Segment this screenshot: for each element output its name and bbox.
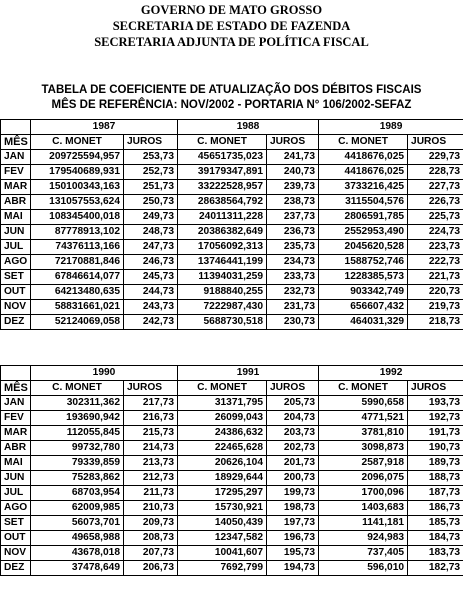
cmonet-value-cell: 67846614,077 [31, 270, 124, 285]
cmonet-value-cell: 3098,873 [319, 441, 408, 456]
juros-value-cell: 186,73 [408, 501, 463, 516]
juros-value-cell: 210,73 [124, 501, 178, 516]
cmonet-value-cell: 179540689,931 [31, 165, 124, 180]
juros-value-cell: 209,73 [124, 516, 178, 531]
juros-value-cell: 212,73 [124, 471, 178, 486]
cmonet-value-cell: 45651735,023 [178, 150, 267, 165]
cmonet-value-cell: 87778913,102 [31, 225, 124, 240]
juros-value-cell: 243,73 [124, 300, 178, 315]
juros-value-cell: 229,73 [408, 150, 463, 165]
month-cell: FEV [1, 411, 31, 426]
cmonet-value-cell: 2552953,490 [319, 225, 408, 240]
juros-value-cell: 218,73 [408, 315, 463, 330]
juros-value-cell: 216,73 [124, 411, 178, 426]
juros-value-cell: 198,73 [267, 501, 319, 516]
month-cell: AGO [1, 501, 31, 516]
juros-value-cell: 222,73 [408, 255, 463, 270]
juros-column-header: JUROS [267, 135, 319, 150]
cmonet-value-cell: 1588752,746 [319, 255, 408, 270]
month-cell: JUL [1, 486, 31, 501]
table-row [1, 396, 463, 411]
juros-column-header: JUROS [408, 135, 463, 150]
juros-value-cell: 217,73 [124, 396, 178, 411]
juros-value-cell: 244,73 [124, 285, 178, 300]
table-row [1, 561, 463, 576]
juros-value-cell: 224,73 [408, 225, 463, 240]
table-row [1, 285, 463, 300]
cmonet-value-cell: 4771,521 [319, 411, 408, 426]
column-header-row [1, 135, 463, 150]
year-header-row [1, 120, 463, 135]
juros-value-cell: 246,73 [124, 255, 178, 270]
column-header-row [1, 381, 463, 396]
cmonet-value-cell: 2045620,528 [319, 240, 408, 255]
month-cell: ABR [1, 441, 31, 456]
year-cell: 1990 [31, 366, 178, 381]
juros-value-cell: 204,73 [267, 411, 319, 426]
coefficient-table-1987-1989 [0, 119, 463, 330]
cmonet-value-cell: 75283,862 [31, 471, 124, 486]
juros-value-cell: 234,73 [267, 255, 319, 270]
table-row [1, 180, 463, 195]
year-cell: 1992 [319, 366, 463, 381]
juros-value-cell: 184,73 [408, 531, 463, 546]
table-row [1, 315, 463, 330]
juros-value-cell: 250,73 [124, 195, 178, 210]
juros-value-cell: 211,73 [124, 486, 178, 501]
cmonet-value-cell: 62009,985 [31, 501, 124, 516]
month-cell: OUT [1, 285, 31, 300]
year-cell: 1987 [31, 120, 178, 135]
juros-value-cell: 208,73 [124, 531, 178, 546]
juros-value-cell: 233,73 [267, 270, 319, 285]
cmonet-value-cell: 209725594,957 [31, 150, 124, 165]
cmonet-value-cell: 5688730,518 [178, 315, 267, 330]
juros-value-cell: 226,73 [408, 195, 463, 210]
cmonet-value-cell: 4418676,025 [319, 150, 408, 165]
juros-column-header: JUROS [267, 381, 319, 396]
juros-value-cell: 195,73 [267, 546, 319, 561]
juros-value-cell: 241,73 [267, 150, 319, 165]
juros-value-cell: 231,73 [267, 300, 319, 315]
cmonet-value-cell: 12347,582 [178, 531, 267, 546]
month-cell: SET [1, 516, 31, 531]
cmonet-column-header: C. MONET [319, 381, 408, 396]
table-row [1, 255, 463, 270]
cmonet-value-cell: 18929,644 [178, 471, 267, 486]
table-row [1, 441, 463, 456]
table-row [1, 225, 463, 240]
year-cell: 1988 [178, 120, 319, 135]
cmonet-value-cell: 58831661,021 [31, 300, 124, 315]
juros-value-cell: 194,73 [267, 561, 319, 576]
juros-value-cell: 227,73 [408, 180, 463, 195]
juros-value-cell: 193,73 [408, 396, 463, 411]
month-cell: JUL [1, 240, 31, 255]
cmonet-value-cell: 7692,799 [178, 561, 267, 576]
juros-value-cell: 215,73 [124, 426, 178, 441]
cmonet-value-cell: 150100343,163 [31, 180, 124, 195]
juros-value-cell: 230,73 [267, 315, 319, 330]
month-cell: DEZ [1, 561, 31, 576]
table-row [1, 210, 463, 225]
juros-value-cell: 247,73 [124, 240, 178, 255]
juros-column-header: JUROS [124, 135, 178, 150]
juros-value-cell: 189,73 [408, 456, 463, 471]
cmonet-value-cell: 43678,018 [31, 546, 124, 561]
cmonet-value-cell: 131057553,624 [31, 195, 124, 210]
juros-value-cell: 203,73 [267, 426, 319, 441]
cmonet-value-cell: 112055,845 [31, 426, 124, 441]
cmonet-value-cell: 596,010 [319, 561, 408, 576]
cmonet-value-cell: 108345400,018 [31, 210, 124, 225]
cmonet-value-cell: 3781,810 [319, 426, 408, 441]
cmonet-value-cell: 13746441,199 [178, 255, 267, 270]
cmonet-value-cell: 737,405 [319, 546, 408, 561]
juros-value-cell: 199,73 [267, 486, 319, 501]
juros-value-cell: 206,73 [124, 561, 178, 576]
juros-value-cell: 223,73 [408, 240, 463, 255]
month-cell: MAI [1, 456, 31, 471]
juros-value-cell: 239,73 [267, 180, 319, 195]
juros-value-cell: 248,73 [124, 225, 178, 240]
cmonet-value-cell: 64213480,635 [31, 285, 124, 300]
juros-value-cell: 219,73 [408, 300, 463, 315]
cmonet-value-cell: 72170881,846 [31, 255, 124, 270]
table-row [1, 501, 463, 516]
cmonet-value-cell: 15730,921 [178, 501, 267, 516]
juros-column-header: JUROS [408, 381, 463, 396]
juros-value-cell: 196,73 [267, 531, 319, 546]
cmonet-value-cell: 5990,658 [319, 396, 408, 411]
cmonet-value-cell: 4418676,025 [319, 165, 408, 180]
cmonet-column-header: C. MONET [178, 135, 267, 150]
cmonet-value-cell: 31371,795 [178, 396, 267, 411]
table-row [1, 165, 463, 180]
table-row [1, 486, 463, 501]
cmonet-value-cell: 17056092,313 [178, 240, 267, 255]
cmonet-value-cell: 24386,632 [178, 426, 267, 441]
table-row [1, 426, 463, 441]
cmonet-value-cell: 302311,362 [31, 396, 124, 411]
table-row [1, 240, 463, 255]
juros-value-cell: 238,73 [267, 195, 319, 210]
cmonet-column-header: C. MONET [31, 381, 124, 396]
blank-corner [1, 120, 31, 135]
juros-value-cell: 182,73 [408, 561, 463, 576]
juros-value-cell: 191,73 [408, 426, 463, 441]
table-row [1, 456, 463, 471]
juros-value-cell: 228,73 [408, 165, 463, 180]
juros-value-cell: 192,73 [408, 411, 463, 426]
cmonet-value-cell: 39179347,891 [178, 165, 267, 180]
juros-value-cell: 202,73 [267, 441, 319, 456]
juros-value-cell: 188,73 [408, 471, 463, 486]
reference-month: MÊS DE REFERÊNCIA: NOV/2002 - PORTARIA N° 106/2002-SEFAZ [51, 99, 412, 111]
table-row [1, 270, 463, 285]
table-row [1, 546, 463, 561]
juros-value-cell: 201,73 [267, 456, 319, 471]
juros-value-cell: 242,73 [124, 315, 178, 330]
month-cell: DEZ [1, 315, 31, 330]
juros-column-header: JUROS [124, 381, 178, 396]
cmonet-value-cell: 33222528,957 [178, 180, 267, 195]
cmonet-value-cell: 26099,043 [178, 411, 267, 426]
cmonet-value-cell: 74376113,166 [31, 240, 124, 255]
juros-value-cell: 253,73 [124, 150, 178, 165]
cmonet-value-cell: 49658,988 [31, 531, 124, 546]
cmonet-column-header: C. MONET [31, 135, 124, 150]
month-cell: SET [1, 270, 31, 285]
cmonet-column-header: C. MONET [178, 381, 267, 396]
cmonet-value-cell: 22465,628 [178, 441, 267, 456]
month-cell: MAR [1, 426, 31, 441]
year-cell: 1991 [178, 366, 319, 381]
month-cell: OUT [1, 531, 31, 546]
juros-value-cell: 190,73 [408, 441, 463, 456]
cmonet-value-cell: 903342,749 [319, 285, 408, 300]
juros-value-cell: 214,73 [124, 441, 178, 456]
cmonet-value-cell: 656607,432 [319, 300, 408, 315]
table-row [1, 195, 463, 210]
juros-value-cell: 225,73 [408, 210, 463, 225]
cmonet-value-cell: 1403,683 [319, 501, 408, 516]
header-line-government: GOVERNO DE MATO GROSSO [140, 3, 323, 17]
table-row [1, 411, 463, 426]
coefficient-table-1990-1992 [0, 365, 463, 576]
juros-value-cell: 252,73 [124, 165, 178, 180]
month-cell: MAI [1, 210, 31, 225]
cmonet-value-cell: 37478,649 [31, 561, 124, 576]
table-row [1, 150, 463, 165]
cmonet-value-cell: 24011311,228 [178, 210, 267, 225]
juros-value-cell: 232,73 [267, 285, 319, 300]
header-line-adjunct: SECRETARIA ADJUNTA DE POLÍTICA FISCAL [94, 35, 369, 49]
month-column-header: MÊS [1, 135, 31, 150]
cmonet-value-cell: 1141,181 [319, 516, 408, 531]
cmonet-value-cell: 14050,439 [178, 516, 267, 531]
cmonet-value-cell: 464031,329 [319, 315, 408, 330]
juros-value-cell: 221,73 [408, 270, 463, 285]
cmonet-value-cell: 3115504,576 [319, 195, 408, 210]
juros-value-cell: 197,73 [267, 516, 319, 531]
month-cell: FEV [1, 165, 31, 180]
month-cell: JAN [1, 396, 31, 411]
month-cell: JAN [1, 150, 31, 165]
cmonet-value-cell: 79339,859 [31, 456, 124, 471]
cmonet-value-cell: 924,983 [319, 531, 408, 546]
month-cell: NOV [1, 300, 31, 315]
juros-value-cell: 213,73 [124, 456, 178, 471]
cmonet-value-cell: 2587,918 [319, 456, 408, 471]
table-row [1, 300, 463, 315]
juros-value-cell: 237,73 [267, 210, 319, 225]
table-row [1, 471, 463, 486]
year-header-row [1, 366, 463, 381]
month-cell: ABR [1, 195, 31, 210]
cmonet-value-cell: 3733216,425 [319, 180, 408, 195]
juros-value-cell: 251,73 [124, 180, 178, 195]
cmonet-value-cell: 52124069,058 [31, 315, 124, 330]
table-row [1, 531, 463, 546]
cmonet-value-cell: 193690,942 [31, 411, 124, 426]
juros-value-cell: 200,73 [267, 471, 319, 486]
juros-value-cell: 220,73 [408, 285, 463, 300]
juros-value-cell: 235,73 [267, 240, 319, 255]
cmonet-value-cell: 2806591,785 [319, 210, 408, 225]
juros-value-cell: 236,73 [267, 225, 319, 240]
cmonet-value-cell: 17295,297 [178, 486, 267, 501]
cmonet-value-cell: 20386382,649 [178, 225, 267, 240]
cmonet-value-cell: 2096,075 [319, 471, 408, 486]
juros-value-cell: 205,73 [267, 396, 319, 411]
cmonet-value-cell: 28638564,792 [178, 195, 267, 210]
cmonet-value-cell: 1700,096 [319, 486, 408, 501]
cmonet-value-cell: 7222987,430 [178, 300, 267, 315]
juros-value-cell: 187,73 [408, 486, 463, 501]
cmonet-value-cell: 1228385,573 [319, 270, 408, 285]
cmonet-value-cell: 11394031,259 [178, 270, 267, 285]
header-line-secretariat: SECRETARIA DE ESTADO DE FAZENDA [112, 19, 351, 33]
juros-value-cell: 240,73 [267, 165, 319, 180]
month-cell: AGO [1, 255, 31, 270]
blank-corner [1, 366, 31, 381]
cmonet-value-cell: 99732,780 [31, 441, 124, 456]
juros-value-cell: 185,73 [408, 516, 463, 531]
juros-value-cell: 183,73 [408, 546, 463, 561]
month-column-header: MÊS [1, 381, 31, 396]
cmonet-value-cell: 9188840,255 [178, 285, 267, 300]
month-cell: JUN [1, 225, 31, 240]
month-cell: JUN [1, 471, 31, 486]
juros-value-cell: 249,73 [124, 210, 178, 225]
juros-value-cell: 245,73 [124, 270, 178, 285]
year-cell: 1989 [319, 120, 463, 135]
juros-value-cell: 207,73 [124, 546, 178, 561]
cmonet-column-header: C. MONET [319, 135, 408, 150]
month-cell: NOV [1, 546, 31, 561]
cmonet-value-cell: 68703,954 [31, 486, 124, 501]
cmonet-value-cell: 20626,104 [178, 456, 267, 471]
cmonet-value-cell: 10041,607 [178, 546, 267, 561]
table-row [1, 516, 463, 531]
month-cell: MAR [1, 180, 31, 195]
table-title: TABELA DE COEFICIENTE DE ATUALIZAÇÃO DOS DÉBITOS FISCAIS [41, 84, 422, 96]
cmonet-value-cell: 56073,701 [31, 516, 124, 531]
